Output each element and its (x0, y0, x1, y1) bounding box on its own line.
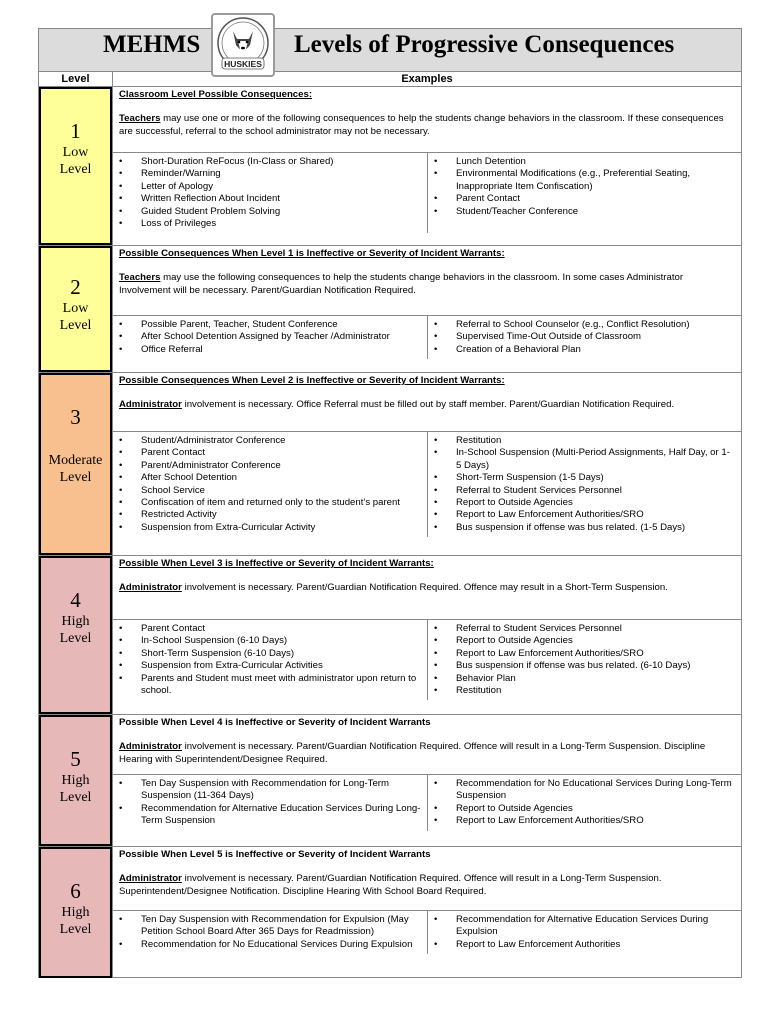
consequence-list (117, 435, 421, 534)
list-item: • Report to Law Enforcement Authorities/SRO (432, 648, 735, 660)
level-label-cell (39, 556, 112, 714)
consequence-heading: Possible When Level 4 is Ineffective or Severity of Incident Warrants (119, 717, 431, 728)
level-word: Level (59, 162, 92, 177)
examples-cell (112, 87, 741, 245)
consequence-column-left (113, 775, 427, 831)
consequence-column-right (427, 775, 741, 831)
list-item: • Written Reflection About Incident (117, 193, 421, 205)
consequence-list (432, 914, 735, 951)
list-item: • Ten Day Suspension with Recommendation for Long-Term Suspension (11-364 Days) (117, 778, 421, 803)
list-item: • Possible Parent, Teacher, Student Conference (117, 319, 421, 331)
level-number: 3 (70, 405, 81, 429)
consequence-list (117, 156, 421, 230)
level-description (113, 87, 741, 153)
level-label-cell (39, 246, 112, 372)
level-column-header: Level (39, 72, 113, 86)
level-severity: High (61, 773, 90, 788)
level-word: Level (59, 318, 92, 333)
consequence-heading: Classroom Level Possible Consequences: (119, 89, 313, 100)
list-item: • Lunch Detention (432, 156, 735, 168)
responsibility-text (119, 873, 735, 898)
level-description (113, 715, 741, 775)
list-item: • After School Detention Assigned by Teacher /Administrator (117, 331, 421, 343)
responsibility-detail: involvement is necessary. Parent/Guardian Notification Required. Offence will result in a Long-Term Suspension. Superintendent/Designee Notification. Discipline Hearing With School Board Required. (119, 873, 662, 897)
husky-icon (213, 15, 273, 75)
level-label-cell (39, 373, 112, 555)
level-label-cell (39, 87, 112, 245)
examples-cell (112, 847, 741, 977)
level-row-5 (38, 714, 742, 846)
responsible-party: Administrator (119, 741, 182, 753)
page-title: Levels of Progressive Consequences (294, 31, 675, 58)
list-item: • Recommendation for No Educational Services During Long-Term Suspension (432, 778, 735, 803)
list-item: • Parent Contact (432, 193, 735, 205)
list-item: • Recommendation for Alternative Education Services During Expulsion (432, 914, 735, 939)
level-row-3 (38, 372, 742, 555)
levels-table (38, 86, 742, 978)
consequence-lists (113, 775, 741, 831)
consequence-heading: Possible Consequences When Level 2 is Ineffective or Severity of Incident Warrants: (119, 375, 505, 386)
consequence-list (117, 778, 421, 828)
consequence-lists (113, 316, 741, 359)
list-item: • Short-Duration ReFocus (In-Class or Shared) (117, 156, 421, 168)
level-label-cell (39, 847, 112, 978)
consequence-list (432, 319, 735, 356)
responsibility-text (119, 113, 735, 138)
list-item: • In-School Suspension (Multi-Period Assignments, Half Day, or 1-5 Days) (432, 447, 735, 472)
consequence-column-right (427, 620, 741, 700)
consequence-column-right (427, 153, 741, 233)
consequence-list (117, 623, 421, 697)
level-severity: Moderate (48, 453, 103, 468)
consequence-heading: Possible When Level 3 is Ineffective or Severity of Incident Warrants: (119, 558, 434, 569)
consequence-column-right (427, 911, 741, 954)
level-number: 4 (70, 588, 81, 612)
list-item: • Restricted Activity (117, 509, 421, 521)
examples-cell (112, 373, 741, 555)
list-item: • Guided Student Problem Solving (117, 206, 421, 218)
list-item: • Referral to Student Services Personnel (432, 623, 735, 635)
school-name: MEHMS (103, 31, 201, 58)
examples-cell (112, 556, 741, 714)
list-item: • Restitution (432, 435, 735, 447)
consequence-column-left (113, 316, 427, 359)
column-header-row (38, 71, 742, 86)
level-word: Level (59, 790, 92, 805)
list-item: • Creation of a Behavioral Plan (432, 344, 735, 356)
level-label-cell (39, 715, 112, 846)
consequence-column-left (113, 432, 427, 537)
list-item: • Supervised Time-Out Outside of Classroom (432, 331, 735, 343)
list-item: • Student/Teacher Conference (432, 206, 735, 218)
list-item: • School Service (117, 485, 421, 497)
list-item: • Student/Administrator Conference (117, 435, 421, 447)
level-number: 1 (70, 119, 81, 143)
consequence-lists (113, 153, 741, 233)
list-item: • Report to Law Enforcement Authorities/SRO (432, 815, 735, 827)
consequence-list (432, 623, 735, 697)
list-item: • Parent/Administrator Conference (117, 460, 421, 472)
consequence-list (432, 435, 735, 534)
list-item: • Restitution (432, 685, 735, 697)
consequence-lists (113, 432, 741, 537)
level-severity: High (61, 614, 90, 629)
responsible-party: Administrator (119, 582, 182, 594)
responsible-party: Administrator (119, 399, 182, 411)
examples-column-header: Examples (401, 73, 453, 85)
responsibility-detail: may use one or more of the following consequences to help the students change behaviors in the classroom. If these consequences are successful, referral to the school administrator may not be necessary. (119, 113, 724, 137)
responsible-party: Teachers (119, 272, 161, 284)
consequences-document (38, 28, 742, 978)
list-item: • Bus suspension if offense was bus related. (6-10 Days) (432, 660, 735, 672)
list-item: • Reminder/Warning (117, 168, 421, 180)
level-severity: Low (62, 301, 89, 316)
responsibility-detail: involvement is necessary. Parent/Guardian Notification Required. Offence will result in a Long-Term Suspension. Discipline Hearing with Superintendent/Designee Required. (119, 741, 706, 765)
level-word: Level (59, 922, 92, 937)
list-item: • After School Detention (117, 472, 421, 484)
consequence-list (117, 914, 421, 951)
responsibility-detail: may use the following consequences to help the students change behaviors in the classroom. In some cases Administrator Involvement will be necessary. Parent/Guardian Notification Required. (119, 272, 684, 296)
list-item: • Loss of Privileges (117, 218, 421, 230)
list-item: • Parent Contact (117, 447, 421, 459)
consequence-column-left (113, 153, 427, 233)
list-item: • Letter of Apology (117, 181, 421, 193)
list-item: • In-School Suspension (6-10 Days) (117, 635, 421, 647)
level-description (113, 556, 741, 620)
level-row-1 (38, 86, 742, 245)
level-word: Level (59, 631, 92, 646)
level-number: 5 (70, 747, 81, 771)
level-description (113, 847, 741, 911)
level-description (113, 373, 741, 432)
level-number: 2 (70, 275, 81, 299)
consequence-column-left (113, 911, 427, 954)
level-severity: Low (62, 145, 89, 160)
responsibility-detail: involvement is necessary. Parent/Guardian Notification Required. Offence may result in a Short-Term Suspension. (181, 582, 668, 594)
list-item: • Report to Law Enforcement Authorities (432, 939, 735, 951)
consequence-lists (113, 911, 741, 954)
document-header (38, 28, 742, 71)
examples-cell (112, 715, 741, 846)
level-number: 6 (70, 879, 81, 903)
consequence-heading: Possible Consequences When Level 1 is Ineffective or Severity of Incident Warrants: (119, 248, 505, 259)
level-description (113, 246, 741, 316)
consequence-lists (113, 620, 741, 700)
list-item: • Suspension from Extra-Curricular Activities (117, 660, 421, 672)
responsibility-text (119, 741, 735, 766)
examples-cell (112, 246, 741, 372)
level-severity: High (61, 905, 90, 920)
consequence-list (117, 319, 421, 356)
list-item: • Ten Day Suspension with Recommendation for Expulsion (May Petition School Board After 365 Days for Readmission) (117, 914, 421, 939)
list-item: • Bus suspension if offense was bus related. (1-5 Days) (432, 522, 735, 534)
list-item: • Report to Outside Agencies (432, 803, 735, 815)
list-item: • Short-Term Suspension (6-10 Days) (117, 648, 421, 660)
list-item: • Report to Law Enforcement Authorities/SRO (432, 509, 735, 521)
consequence-column-left (113, 620, 427, 700)
responsibility-detail: involvement is necessary. Office Referral must be filled out by staff member. Parent/Guardian Notification Required. (181, 399, 675, 411)
list-item: • Behavior Plan (432, 673, 735, 685)
list-item: • Suspension from Extra-Curricular Activity (117, 522, 421, 534)
responsibility-text (119, 399, 735, 411)
list-item: • Report to Outside Agencies (432, 635, 735, 647)
consequence-column-right (427, 432, 741, 537)
level-word: Level (59, 470, 92, 485)
consequence-column-right (427, 316, 741, 359)
consequence-list (432, 156, 735, 218)
responsible-party: Teachers (119, 113, 161, 125)
list-item: • Referral to School Counselor (e.g., Conflict Resolution) (432, 319, 735, 331)
svg-text:HUSKIES: HUSKIES (224, 59, 262, 69)
level-row-2 (38, 245, 742, 372)
level-row-4 (38, 555, 742, 714)
responsibility-text (119, 582, 735, 594)
responsibility-text (119, 272, 735, 297)
responsible-party: Administrator (119, 873, 182, 885)
list-item: • Office Referral (117, 344, 421, 356)
list-item: • Short-Term Suspension (1-5 Days) (432, 472, 735, 484)
list-item: • Recommendation for No Educational Services During Expulsion (117, 939, 421, 951)
level-row-6 (38, 846, 742, 978)
list-item: • Parents and Student must meet with administrator upon return to school. (117, 673, 421, 698)
consequence-list (432, 778, 735, 828)
list-item: • Recommendation for Alternative Education Services During Long-Term Suspension (117, 803, 421, 828)
huskies-logo (211, 13, 275, 77)
list-item: • Environmental Modifications (e.g., Preferential Seating, Inappropriate Item Confiscation) (432, 168, 735, 193)
list-item: • Report to Outside Agencies (432, 497, 735, 509)
list-item: • Referral to Student Services Personnel (432, 485, 735, 497)
list-item: • Confiscation of item and returned only to the student’s parent (117, 497, 421, 509)
consequence-heading: Possible When Level 5 is Ineffective or Severity of Incident Warrants (119, 849, 431, 860)
list-item: • Parent Contact (117, 623, 421, 635)
